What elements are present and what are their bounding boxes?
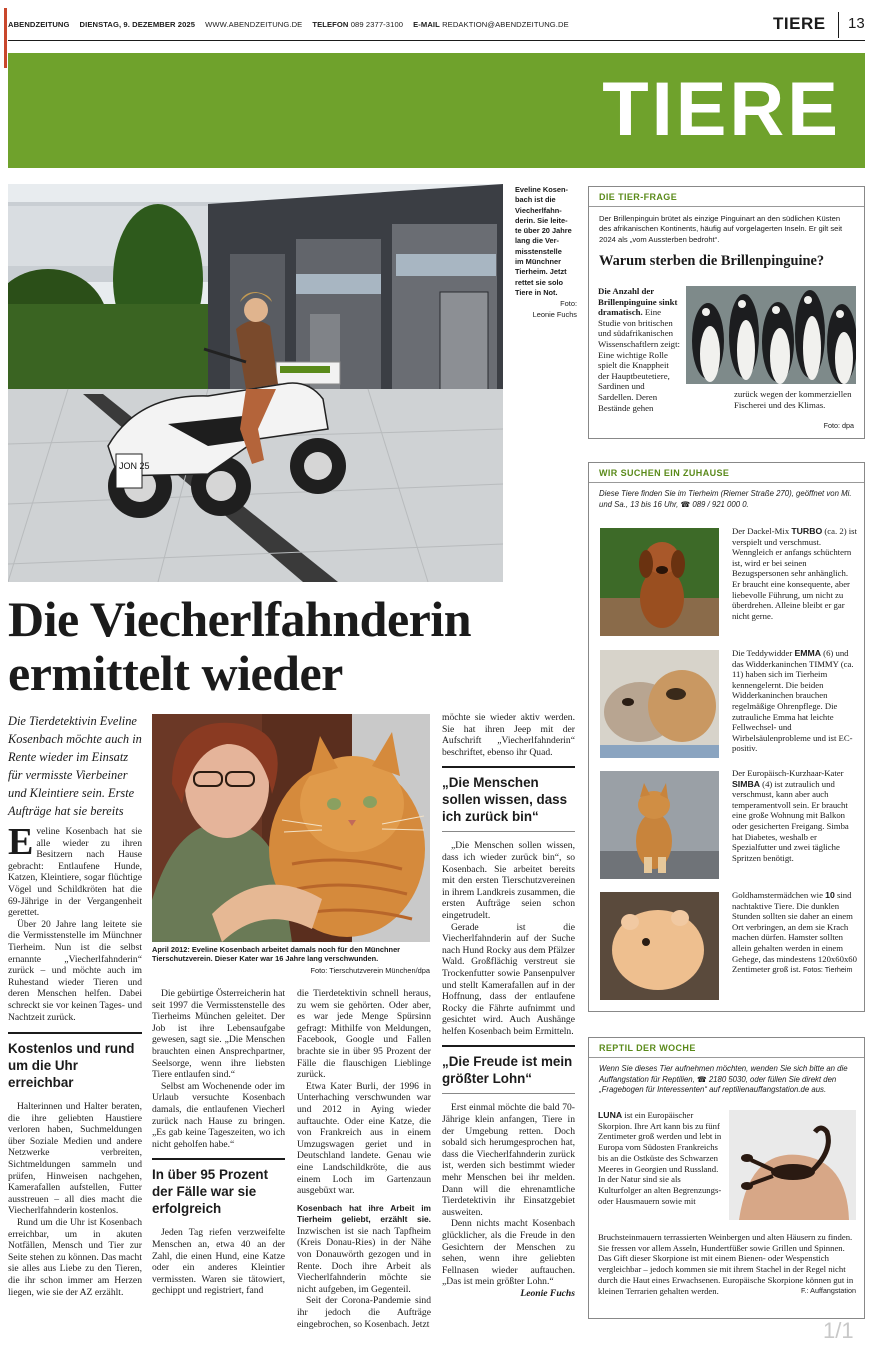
scorpion-illustration [729,1110,856,1220]
headline-line-1: Die Viecherlfahnderin [8,591,472,647]
zuhause-entry-turbo [732,526,857,621]
pull-quote: „Die Freude ist mein größter Lohn“ [442,1054,573,1087]
entry-text: (6) und das Widderkaninchen TIMMY (ca. 11) haben sich im Tierheim kennengelernt. Die beiden Widderkaninchen brauchen regelmäßige Ohrenpflege. Die zutrauliche Emma hat leichte Fellwechsel- und Wirbelsäulenprobleme und ist EC-positiv. [732,648,854,754]
entry-text: Der Dackel-Mix [732,526,792,536]
page-edge-mark [4,8,7,68]
reptil-text: Bruchsteinmauern terrassierten Weinbergen und alten Häusern zu finden. Sie fressen vor allem Asseln, Hundertfüßer sowie Grillen und Spinnen. Das Gift dieser Skorpione ist mit einem Bienen- oder Wespenstich vergleichbar – jedoch kommen sie mit ihrem Stachel in der Regel nicht durch die Haut eines Erwachsenen. Europäische Skorpione können gut in kleinen Terrarien gehalten werden. [598,1232,854,1296]
pull-quote: „Die Menschen sollen wissen, dass ich zurück bin“ [442,775,568,825]
entry-text: Der Europäisch-Kurzhaar-Kater [732,768,844,778]
tier-frage-answer [598,286,682,413]
quote-rule [442,1093,575,1094]
hero-caption-line: Viecherlfahn- [515,205,562,215]
paragraph-text: Denn nichts macht Kosenbach glücklicher, als die Freude in den Gesichtern der Menschen zu sehen, wenn ihre geliebten Fellnasen wieder auftauchen. „Das ist mein größter Lohn.“ [442,1218,575,1288]
article-column-1 [8,712,142,1298]
article-paragraph: Gerade ist die Viecherlfahnderin auf der Suche nach Hund Rocky aus dem Pfälzer Wald. Großflächig verstreut sie Trockenfutter sowie Pansenpulver und stellt Kamerafallen auf in der Hoffnung, dass der entlaufene Rocky die Fährte aufnimmt und gesichtet wird. Auch Aushänge helfen Kosenbach beim Ermitteln. [442,921,575,1037]
hero-caption-line: derin. Sie leite- [515,215,568,225]
article-paragraph [8,821,142,919]
subhead-rule [152,1158,285,1160]
article-paragraph: Halterinnen und Halter beraten, die ihre geliebten Haustiere verloren haben, Suchmeldungen über Soziale Medien und andere Netzwerke verbreiten, Sichtmeldungen sammeln und prüfen, Hinweisen nachgehen, Kamerafallen aufstellen, Futter ausstreuen – all dies macht die Viecherlfahnderin kostenlos. [8,1101,142,1217]
phone-label: TELEFON [312,20,349,29]
hero-credit-name: Leonie Fuchs [532,309,577,319]
hero-caption-line: Tiere in Not. [515,287,558,297]
reptil-label: REPTIL DER WOCHE [589,1038,864,1058]
page-indicator: 1/1 [823,1318,854,1343]
website: WWW.ABENDZEITUNG.DE [205,20,303,29]
zuhause-box [588,462,865,1012]
cat-credit: Foto: Tierschutzverein München/dpa [310,966,430,975]
cat-caption: April 2012: Eveline Kosenbach arbeitet damals noch für den Münchner Tierschutzverein. Dieser Kater war 16 Jahre lang verschwunden. [152,945,401,964]
hero-caption-line: misstenstelle [515,246,562,256]
entry-animal-name: EMMA [794,648,821,658]
subheading: In über 95 Prozent der Fälle war sie erfolgreich [152,1167,269,1217]
article-paragraph: Über 20 Jahre lang leitete sie die Vermisstenstelle im Münchner Tierheim. Nun ist die selbst ernannte „Viecherlfahnderin“ zurück – und möchte auch im Ruhestand wieder Tieren und deren Menschen helfen. Dabei schreckt sie vor keinen Tages- und Nachtzeit zurück. [8,918,142,1023]
entry-animal-name: TURBO [791,526,823,536]
rabbits-illustration [600,650,719,758]
subheading: Kostenlos und rund um die Uhr erreichbar [8,1041,135,1091]
quote-rule [442,831,575,832]
section-name: TIERE [773,14,826,33]
hero-photo [8,184,503,582]
zuhause-entry-simba [732,768,857,863]
hamster-photo [600,892,719,1000]
penguin-photo [686,286,856,384]
phone-number: 089 2377-3100 [350,20,404,29]
banner-title: TIERE [602,67,841,152]
entry-text: Die Teddywidder [732,648,795,658]
article-headline [8,592,583,700]
hero-caption-line: bach ist die [515,195,556,205]
article-paragraph: Selbst am Wochenende oder im Urlaub versuchte Kosenbach damals, die entlaufenen Viecherl zurück nach Hause zu bringen. „Es gab keine Tageszeiten, wo ich nicht geholfen habe.“ [152,1080,285,1150]
quote-rule [442,1045,575,1047]
drop-cap: E [8,821,34,863]
tier-frage-credit: Foto: dpa [823,421,854,430]
article-paragraph: die Tierdetektivin schnell heraus, zu wem sie gehörten. Oder aber, es war jede Menge Spürsinn gefragt: Mithilfe von Meldungen, Facebook, Google und Fallen brachte sie in über 95 Prozent der Fälle die flauschigen Lieblinge zurück. [297,988,431,1081]
penguins-illustration [686,286,856,384]
entry-text: (ca. 2) ist verspielt und verschmust. Wenngleich er anfangs schüchtern ist, wird er bei seinen Bezugspersonen sehr anhänglich. Er braucht eine konsequente, aber liebevolle Führung, um nicht zu überdrehen. Alleine bleibt er gar nicht gerne. [732,526,857,621]
hero-caption [515,185,577,320]
cat-photo [152,714,430,942]
entry-animal-name: 10 [825,890,835,900]
article-paragraph: Rund um die Uhr ist Kosenbach erreichbar, um in akuten Notfällen, Mensch und Tier zur Seite stehen zu können. Das macht sie alles aus Liebe zu den Tieren, die ihr schon immer am Herzen liegen, wie sie der AZ erzählt. [8,1217,142,1298]
dachshund-illustration [600,528,719,636]
article-column-2 [152,988,285,1297]
quad-photo-illustration [8,184,503,582]
article-column-3 [297,988,431,1330]
article-paragraph: Seit der Corona-Pandemie sind ihr jedoch die Aufträge eingebrochen, so Kosenbach. Jetzt [297,1295,431,1330]
license-plate: JON 25 [119,461,150,471]
answer-text: Eine Studie von britischen und südafrikanischen Wissenschaftlern zeigt: Eine wichtige Rolle spielt die Knappheit der Hauptbeutetiere, Sardinen und Sardellen. Deren Bestände gehen [598,307,680,413]
article-paragraph: Jeden Tag riefen verzweifelte Menschen an, etwa 40 an der Zahl, die einen Hund, eine Katze oder ein anderes Kleintier vermissten. Waren sie tätowiert, gechippt und registriert, fand [152,1227,285,1297]
hero-caption-line: Eveline Kosen- [515,185,568,194]
paragraph-bold-lead: Kosenbach hat ihre Arbeit im Tierheim geliebt, erzählt sie. [297,1202,431,1225]
header-rule [8,40,865,41]
zuhause-entry-hamster [732,890,857,976]
email-address: REDAKTION@ABENDZEITUNG.DE [442,20,569,29]
entry-text: (4) ist zutraulich und verschmust, kann aber auch temperamentvoll sein. Er braucht eine große Wohnung mit Balkon oder gesicherten Freigang. Simba hat Diabetes, weshalb er Spezialfutter und zwei tägliche Spritzen benötigt. [732,778,849,863]
article-paragraph: Die gebürtige Österreicherin hat seit 1997 die Vermisstenstelle des Tierheims München geleitet. Der Job ist ihre Lebensaufgabe gewesen, sagt sie. „Die Menschen brauchten einen Ansprechpartner, Seelsorge, wenn ihre liebsten Tiere entlaufen sind.“ [152,988,285,1081]
hero-caption-line: rettet sie solo [515,277,564,287]
email-label: E-MAIL [413,20,440,29]
hero-caption-line: Tierheim. Jetzt [515,267,567,277]
hamster-illustration [600,892,719,1000]
subhead-rule [8,1032,142,1034]
hero-credit: Foto: [560,299,577,309]
zuhause-credit: Fotos: Tierheim [802,965,853,975]
zuhause-entry-emma [732,648,857,754]
reptil-name: LUNA [598,1110,623,1120]
reptil-intro: Wenn Sie dieses Tier aufnehmen möchten, wenden Sie sich bitte an die Auffangstation für Reptilien, ☎ 2180 5030, oder füllen Sie direkt den „Fragebogen für Interessenten“ auf reptilienauffangstation.de aus. [599,1064,848,1095]
headline-line-2: ermittelt wieder [8,645,343,701]
article-column-4 [442,712,575,1300]
zuhause-label: WIR SUCHEN EIN ZUHAUSE [589,463,864,483]
tier-frage-question: Warum sterben die Brillenpinguine? [599,253,825,270]
article-paragraph [442,1218,575,1299]
reptil-box [588,1037,865,1319]
dog-photo [600,528,719,636]
tier-frage-label: DIE TIER-FRAGE [589,187,864,207]
paragraph-text: veline Kosenbach hat sie alle wieder zu ihren Besitzern nach Hause gebracht: Entlaufene Hunde, Katzen, Kleintiere, sogar flüchtige Vögel und Schildkröten hat die 69-Jährige in der Vergangenheit gerettet. [8,826,142,919]
cat-simba-photo [600,771,719,879]
issue-date: DIENSTAG, 9. DEZEMBER 2025 [79,20,196,29]
tier-frage-box [588,186,865,439]
page-header [8,20,569,29]
reptil-text-column [598,1110,726,1206]
reptil-credit: F.: Auffangstation [800,1285,856,1295]
author-name: Leonie Fuchs [520,1287,575,1299]
article-paragraph: „Die Menschen sollen wissen, dass ich wieder zurück bin“, so Kosenbach. Sie arbeitet bereits mit den ersten Tierschutzvereinen in ihrem Landkreis zusammen, die ersten Aufträge seien schon eingetrudelt. [442,840,575,921]
paper-name: ABENDZEITUNG [8,20,70,29]
answer-bold: Die Anzahl der Brillenpinguine sinkt dramatisch. [598,286,678,318]
entry-animal-name: SIMBA [732,778,760,789]
article-paragraph: Erst einmal möchte die bald 70-Jährige klein anfangen, Tiere in der Umgebung retten. Doch sobald sich herumgesprochen hat, dass die Viecherlfahnderin zurück ist, werden sich bestimmt wieder mehr Menschen bei ihr melden. Dann will die ehrenamtliche Tierdetektivin ihr Einsatzgebiet ausweiten. [442,1102,575,1218]
article-paragraph: möchte sie wieder aktiv werden. Sie hat ihren Jeep mit der Aufschrift „Viecherlfahnderin“ beschriftet, ebenso ihr Quad. [442,712,575,758]
hero-caption-line: te über 20 Jahre [515,226,572,236]
article-paragraph: Etwa Kater Burli, der 1996 in Unterhaching verschwunden war und 2012 in Aying wieder auftauchte. Oder eine Katze, die von Frankreich aus in einem Umzugswagen geriet und in Deutschland landete. Genau wie eine Landschildkröte, die aus einem Loch im Gartenzaun ausgebüxt war. [297,1080,431,1197]
rabbit-photo [600,650,719,758]
entry-text: Goldhamstermädchen wie [732,890,826,900]
hero-caption-line: lang die Ver- [515,236,559,246]
page-number: 13 [848,15,865,32]
entry-text: sind nachtaktive Tiere. Die dunklen Stunden sollten sie daher an einem Ort verbringen, an dem sie Krach machen dürfen. Hamster sollten allein gehalten werden in einem Gehege, das mindestens 120x60x60 Zentimeter groß ist. [732,890,857,975]
cat-photo-illustration [152,714,430,942]
reptil-text-full [598,1232,856,1296]
cat-simba-illustration [600,771,719,879]
scorpion-photo [729,1110,856,1220]
hero-caption-line: im Münchner [515,257,561,267]
reptil-text: ist ein Europäischer Skorpion. Ihre Art kann bis zu fünf Zentimeter groß werden und lebt in Europa vom Südosten Frankreichs bis an die Ostküste des Schwarzen Meeres in Georgien und Russland. In der Natur sind sie als Kulturfolger an alten Begrenzungs- oder Hausmauern sowie mit [598,1110,722,1206]
zuhause-intro: Diese Tiere finden Sie im Tierheim (Riemer Straße 270), geöffnet von Mi. und Sa., 13 bis 16 Uhr, ☎ 089 / 921 000 0. [599,489,852,509]
article-lead: Die Tierdetektivin Eveline Kosenbach möchte auch in Rente wieder im Einsatz für vermisste Vierbeiner und Kleintiere sein. Erste Aufträge hat sie bereits [8,714,142,818]
tier-frage-intro: Der Brillenpinguin brütet als einzige Pinguinart an den südlichen Küsten des afrikanischen Kontinents, häufig auf vorgelagerten Inseln. Er gilt seit 2024 als „vom Aussterben bedroht“. [599,214,843,244]
article-paragraph [297,1203,431,1296]
paragraph-text: Inzwischen ist sie nach Tapfheim (Kreis Donau-Ries) in der Nähe von Donauwörth gezogen und in Rente. Doch ihre Arbeit als Viecherlfahnderin möchte sie nicht aufgeben, im Gegenteil. [297,1225,431,1295]
tier-frage-answer-end: zurück wegen der kommerziellen Fischerei und des Klimas. [734,389,852,410]
quote-rule [442,766,575,768]
section-banner [8,53,865,168]
header-divider [838,12,839,38]
